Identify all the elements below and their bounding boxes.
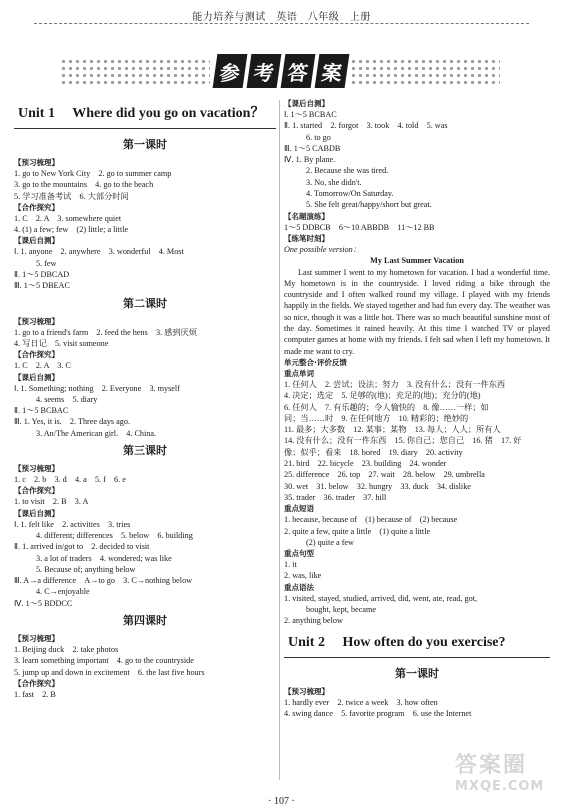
right-column — [284, 98, 550, 719]
answer-line: 同；当……时 9. 在任何地方 10. 精彩的；绝妙的 — [284, 413, 469, 423]
dot-pattern-left — [60, 58, 210, 86]
answer-line: Ⅲ. 1～5 DBEAC — [14, 281, 70, 291]
answer-line: 1. visited, stayed, studied, arrived, did, went, ate, read, got, — [284, 593, 478, 603]
answer-line: 1. 任何人 2. 尝试；设法；努力 3. 没有什么；没有一件东西 — [284, 379, 506, 389]
banner-char: 参 — [213, 54, 248, 88]
lesson-title: 第一课时 — [395, 666, 439, 680]
answer-line: 1. C 2. A 3. somewhere quiet — [14, 213, 122, 223]
section-heading: 【预习梳理】 — [14, 464, 59, 474]
section-heading: 【合作探究】 — [14, 678, 59, 688]
watermark-url: MXQE.COM — [455, 779, 545, 794]
unit-underline — [14, 128, 276, 129]
section-heading: 【练笔时刻】 — [284, 233, 329, 243]
answer-line: 4. 决定；选定 5. 足够的(地)；充足的(地)；充分的(地) — [284, 391, 481, 401]
section-heading: 【课后自测】 — [284, 99, 329, 108]
column-divider — [279, 100, 280, 780]
answer-line: 2. quite a few, quite a little (1) quite a little — [284, 526, 431, 536]
answer-line: Ⅰ. 1. felt like 2. activities 3. tries — [14, 519, 131, 529]
answer-line: Ⅲ. 1～5 CABDB — [284, 143, 341, 153]
left-column — [14, 98, 276, 700]
answer-line: 4. swing dance 5. favorite program 6. use the Internet — [284, 708, 472, 718]
answer-line: 5. few — [36, 258, 57, 268]
dot-pattern-right — [350, 58, 500, 86]
section-heading: 【合作探究】 — [14, 350, 59, 360]
answer-line: Ⅳ. 1. By plane. — [284, 155, 336, 165]
page-header — [0, 8, 563, 38]
answer-line: (2) quite a few — [306, 537, 354, 547]
answer-line: Ⅱ. 1. arrived in/got to 2. decided to visit — [14, 542, 150, 552]
answer-line: 4. Tomorrow/On Saturday. — [306, 189, 394, 199]
section-heading: 【课后自测】 — [14, 236, 59, 246]
answer-line: 5. jump up and down in excitement 6. the last five hours — [14, 667, 205, 677]
answer-line: 21. bird 22. bicycle 23. building 24. wonder — [284, 459, 447, 469]
answer-line: 1. fast 2. B — [14, 689, 56, 699]
answer-line: 像；似乎；看来 18. bored 19. diary 20. activity — [284, 447, 463, 457]
site-watermark — [455, 748, 555, 808]
answer-line: 3. An/The American girl. 4. China. — [36, 428, 157, 438]
essay-title: My Last Summer Vacation — [370, 256, 464, 266]
banner-title — [215, 54, 347, 88]
section-heading: 【预习梳理】 — [14, 634, 59, 644]
answer-line: Ⅳ. 1～5 BDDCC — [14, 598, 73, 608]
answer-line: 4. seems 5. diary — [36, 394, 98, 404]
answer-line: 3. learn something important 4. go to the countryside — [14, 656, 194, 666]
answer-line: 1. to visit 2. B 3. A — [14, 497, 89, 507]
answer-line: 4. different; differences 5. below 6. building — [36, 530, 193, 540]
answer-line: One possible version： — [284, 244, 361, 254]
answer-line: 1. c 2. b 3. d 4. a 5. f 6. e — [14, 475, 126, 485]
answer-line: 30. wet 31. below 32. hungry 33. duck 34. dislike — [284, 481, 471, 491]
answer-line: 3. go to the mountains 4. go to the beach — [14, 180, 154, 190]
answer-line: 2. was, like — [284, 571, 322, 581]
answer-line: Ⅲ. 1. Yes, it is. 2. Three days ago. — [14, 417, 131, 427]
answer-line: 1. because, because of (1) because of (2) because — [284, 515, 458, 525]
answer-line: 25. difference 26. top 27. wait 28. below 29. umbrella — [284, 470, 485, 480]
answer-line: 1～5 DDBCB 6～10 ABBDB 11～12 BB — [284, 222, 435, 232]
answer-line: 1. C 2. A 3. C — [14, 361, 71, 371]
answer-key-banner — [60, 54, 500, 90]
answer-line: 14. 没有什么；没有一件东西 15. 你自己；您自己 16. 猪 17. 好 — [284, 436, 522, 446]
unit-underline — [284, 657, 550, 658]
unit1-title: Unit 1 Where did you go on vacation？ — [18, 106, 265, 121]
header-title: 能力培养与测试 英语 八年级 上册 — [192, 12, 371, 23]
answer-line: 1. go to a friend's farm 2. feed the hens 3. 感到厌烦 — [14, 327, 197, 337]
section-heading: 单元整合·评价反馈 — [284, 357, 347, 367]
essay-paragraph: Last summer I went to my hometown for vacation. I had a wonderful time. My hometown is in the countryside. I loved riding a bike through the countryside and I often walked round my village. I played with my friends happily in the fields. We stayed together and had fun every day. The weather was so nice, though it was a little hot. There was so much beautiful sunshine most of the day. Sometimes it rained heavily. At this time I watched TV or played computer games at home with my friends. I felt sad when I left my hometown. It made me want to cry. — [284, 267, 550, 356]
answer-line: 2. Because she was tired. — [306, 166, 389, 176]
answer-line: 4. C→enjoyable — [36, 587, 90, 597]
section-heading: 【预习梳理】 — [14, 316, 59, 326]
answer-line: 3. a lot of traders 4. wondered; was like — [36, 553, 172, 563]
answer-line: 3. No, she didn't. — [306, 177, 362, 187]
lesson-title: 第二课时 — [123, 296, 167, 310]
section-heading: 重点句型 — [284, 549, 314, 559]
header-divider — [34, 23, 529, 24]
answer-line: 35. trader 36. trader 37. hill — [284, 492, 387, 502]
answer-line: Ⅰ. 1. Something; nothing 2. Everyone 3. myself — [14, 383, 180, 393]
banner-char: 考 — [247, 54, 282, 88]
section-heading: 【课后自测】 — [14, 508, 59, 518]
answer-line: Ⅰ. 1～5 BCBAC — [284, 110, 337, 119]
section-heading: 【预习梳理】 — [14, 158, 59, 167]
section-heading: 重点语法 — [284, 582, 314, 592]
watermark-logo-text: 答案圈 — [455, 753, 528, 778]
answer-line: 1. hardly ever 2. twice a week 3. how often — [284, 697, 438, 707]
banner-char: 答 — [281, 54, 316, 88]
answer-line: Ⅱ. 1～5 DBCAD — [14, 270, 70, 280]
answer-line: Ⅰ. 1. anyone 2. anywhere 3. wonderful 4. Most — [14, 247, 184, 257]
page-number: · 107 · — [268, 796, 295, 807]
answer-line: 1. go to New York City 2. go to summer camp — [14, 169, 172, 178]
answer-line: bought, kept, became — [306, 604, 377, 614]
answer-line: 6. to go — [306, 132, 331, 142]
answer-line: Ⅱ. 1～5 BCBAC — [14, 406, 69, 416]
answer-line: 1. Beijing duck 2. take photos — [14, 645, 119, 655]
unit2-title: Unit 2 How often do you exercise? — [288, 634, 506, 650]
answer-line: 5. 学习准备考试 6. 大部分时间 — [14, 191, 129, 201]
section-heading: 【名题演练】 — [284, 211, 329, 221]
answer-line: 5. She felt great/happy/short but great. — [306, 200, 432, 210]
lesson-title: 第三课时 — [123, 444, 167, 458]
section-heading: 重点短语 — [284, 504, 314, 514]
banner-char: 案 — [315, 54, 350, 88]
answer-line: 1. it — [284, 560, 297, 570]
answer-line: 11. 最多；大多数 12. 某事；某物 13. 每人；人人；所有人 — [284, 425, 501, 435]
answer-line: 6. 任何人 7. 有乐趣的；令人愉快的 8. 像……一样；如 — [284, 402, 489, 412]
answer-line: Ⅲ. A→a difference A→to go 3. C→nothing below — [14, 576, 193, 586]
section-heading: 重点单词 — [284, 368, 314, 378]
answer-line: 4. 写日记 5. visit someone — [14, 338, 109, 348]
section-heading: 【课后自测】 — [14, 372, 59, 382]
section-heading: 【预习梳理】 — [284, 686, 329, 696]
lesson-title: 第一课时 — [123, 138, 167, 151]
answer-line: 4. (1) a few; few (2) little; a little — [14, 225, 129, 235]
section-heading: 【合作探究】 — [14, 486, 59, 496]
section-heading: 【合作探究】 — [14, 202, 59, 212]
answer-line: 2. anything below — [284, 616, 343, 626]
lesson-title: 第四课时 — [123, 614, 167, 628]
answer-line: 5. Because of; anything below — [36, 564, 136, 574]
answer-line: Ⅱ. 1. started 2. forgot 3. took 4. told 5. was — [284, 121, 448, 131]
